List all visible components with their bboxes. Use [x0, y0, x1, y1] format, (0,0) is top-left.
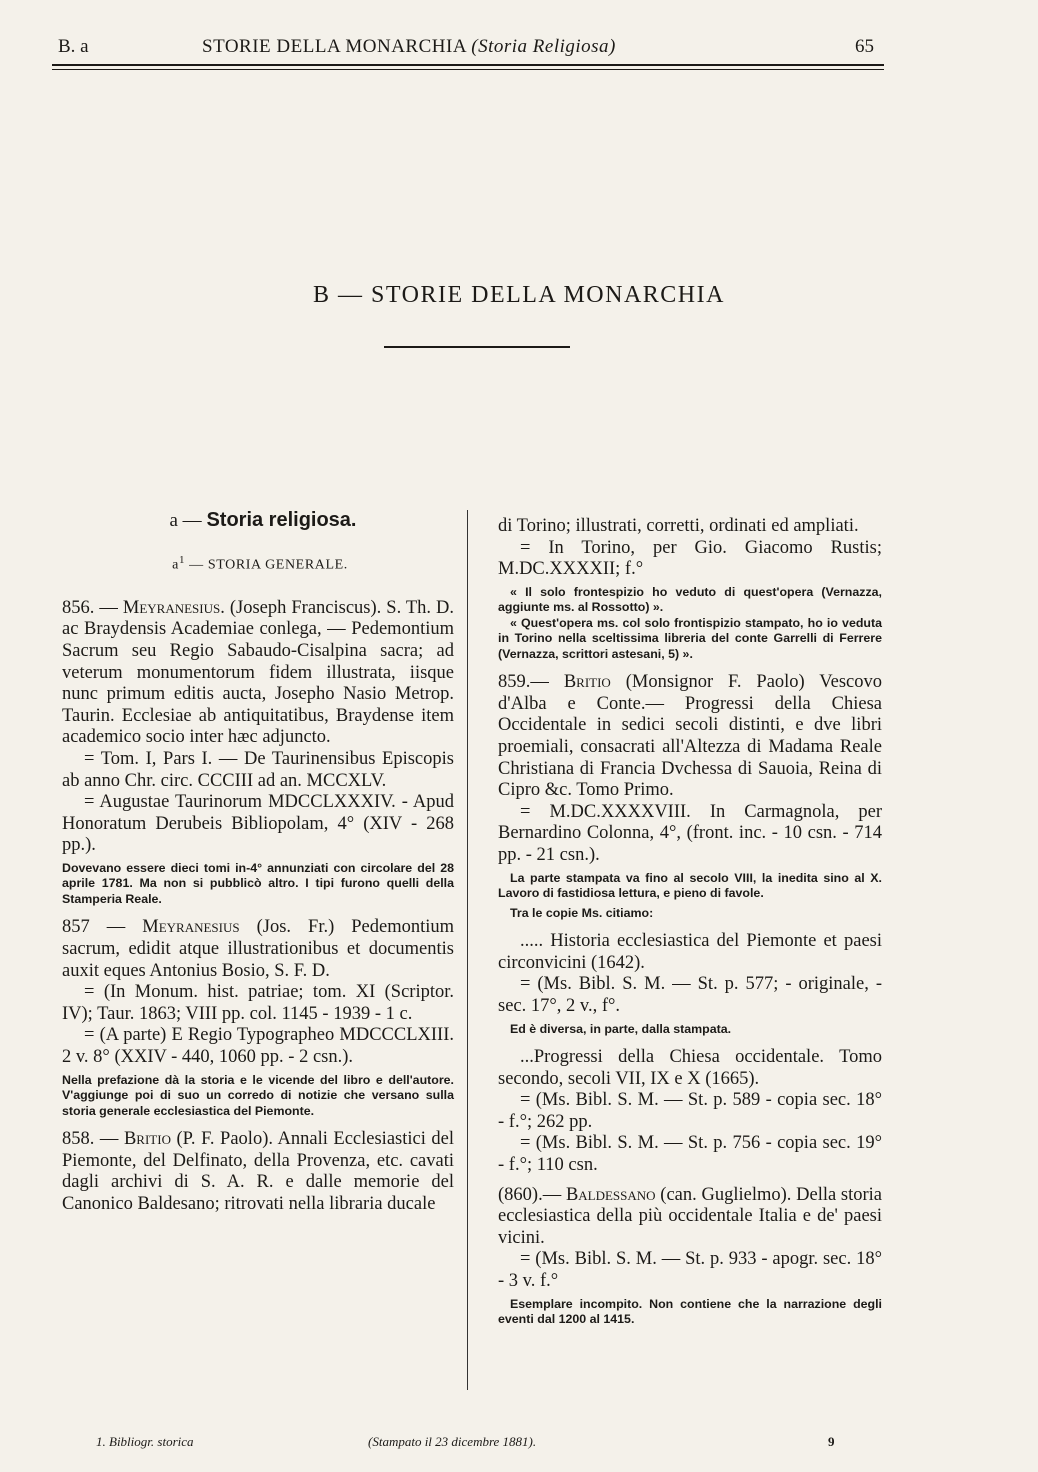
entry-858 — [62, 1129, 454, 1215]
manuscript-1-location: = (Ms. Bibl. S. M. — St. p. 577; - originale, - sec. 17°, 2 v., f°. — [498, 974, 882, 1016]
entry-856-author: Meyranesius. — [122, 597, 225, 618]
entry-859-copies-label: Tra le copie Ms. citiamo: — [510, 905, 654, 920]
entry-860-text: (can. Guglielmo). Della storia ecclesiastica della più occidentale Italia e de' paesi vicini. — [498, 1184, 883, 1248]
header-section-code: B. a — [58, 36, 89, 57]
header-subtitle: (Storia Religiosa) — [471, 36, 616, 57]
entry-857-note: Nella prefazione dà la storia e le vicende del libro e dell'autore. V'aggiunge poi di suo un corredo di notizie che versano sulla storia generale ecclesiastica del Piemonte. — [62, 1072, 454, 1118]
entry-858-text: (P. F. Paolo). Annali Ecclesiastici del Piemonte, del Delfinato, della Provenza, etc. cavati dagli archivi di S. A. R. e dalle memorie del Canonico Baldesano; ritrovati nella libraria ducale — [62, 1129, 454, 1214]
entry-856-number: 856. — — [62, 597, 118, 618]
footer-print-date: (Stampato il 23 dicembre 1881). — [368, 1434, 537, 1449]
running-header — [52, 36, 882, 66]
entry-860-note: Esemplare incompito. Non contiene che la narrazione degli eventi dal 1200 al 1415. — [498, 1296, 882, 1327]
entry-856 — [62, 598, 454, 749]
manuscript-2-title: ...Progressi della Chiesa occidentale. Tomo secondo, secoli VII, IX e X (1665). — [498, 1047, 882, 1089]
entry-856-note: Dovevano essere dieci tomi in-4° annunziati con circolare del 28 aprile 1781. Ma non si pubblicò altro. I tipi furono quelli della Stamperia Reale. — [62, 860, 454, 906]
entry-857-text: (Jos. Fr.) Pedemontium sacrum, edidit atque illustrationibus et documentis auxit eques Antonius Bosio, S. F. D. — [62, 917, 455, 981]
entry-859 — [498, 672, 882, 802]
header-rule — [52, 64, 884, 66]
manuscript-2-location-1: = (Ms. Bibl. S. M. — St. p. 589 - copia sec. 18° - f.°; 262 pp. — [498, 1090, 882, 1132]
header-rule-thin — [52, 69, 884, 70]
entry-860-number: (860).— — [498, 1184, 562, 1205]
entry-858-continued: di Torino; illustrati, corretti, ordinati ed ampliati. — [498, 516, 859, 536]
entry-860-author: Baldessano — [565, 1184, 656, 1205]
entry-859-number: 859.— — [498, 672, 549, 693]
entry-857-number: 857 — — [62, 917, 126, 938]
entry-857-imprint: = (A parte) E Regio Typographeo MDCCCLXIII. 2 v. 8° (XXIV - 440, 1060 pp. - 2 csn.). — [62, 1025, 454, 1068]
entry-859-imprint: = M.DC.XXXXVIII. In Carmagnola, per Bernardino Colonna, 4°, (front. inc. - 10 csn. - 714 pp. - 21 csn.). — [498, 801, 882, 866]
entry-859-note: La parte stampata va fino al secolo VIII, la inedita sino al X. Lavoro di fastidiosa lettura, e pieno di favole. — [498, 870, 882, 901]
entry-856-text: (Joseph Franciscus). S. Th. D. ac Braydensis Academiae conlega, — Pedemontium Sacrum seu Regio Sabaudo-Cisalpina sacra; ad veterum monumentorum fidem illustrata, iisque nunc primum editis aucta, Josepho Nasio Metrop. Taurin. Ecclesiae ab antiquitatibus, Braydense item academico socio inter hæc adjuncto. — [62, 597, 455, 748]
manuscript-1-note: Ed è diversa, in parte, dalla stampata. — [510, 1021, 732, 1036]
entry-858-number: 858. — — [62, 1129, 119, 1150]
entry-859-author: Britio — [563, 672, 611, 693]
page-footer — [0, 1434, 1038, 1454]
header-title-text: STORIE DELLA MONARCHIA — [202, 36, 466, 57]
entry-858-note-1: « Il solo frontespizio ho veduto di quest'opera (Vernazza, aggiunte ms. al Rossotto) ». — [498, 584, 882, 615]
footer-gathering-number: 9 — [828, 1434, 835, 1449]
entry-860 — [498, 1185, 882, 1250]
sub-subsection-sup: 1 — [178, 553, 186, 566]
entry-858-note-2: « Quest'opera ms. col solo frontispizio stampato, ho io veduta in Torino nella sceltissima libreria del conte Garrelli di Ferrere (Vernazza, scrittori astesani, 5) ». — [498, 615, 882, 661]
entry-856-volume: = Tom. I, Pars I. — De Taurinensibus Episcopis ab anno Chr. circ. CCCIII ad an. MCCXLV. — [62, 749, 454, 791]
section-rule — [384, 346, 570, 348]
page-number: 65 — [855, 36, 874, 57]
manuscript-1-title: ..... Historia ecclesiastica del Piemonte et paesi circonvicini (1642). — [498, 931, 882, 973]
section-title: B — STORIE DELLA MONARCHIA — [313, 282, 725, 308]
column-divider — [467, 510, 468, 1390]
entry-856-imprint: = Augustae Taurinorum MDCCLXXXIV. - Apud Honoratum Derubeis Bibliopolam, 4° (XIV - 268 pp.). — [62, 792, 454, 856]
footer-signature: 1. Bibliogr. storica — [96, 1434, 194, 1449]
entry-857-author: Meyranesius — [142, 917, 240, 938]
header-title — [202, 36, 616, 58]
entry-858-imprint: = In Torino, per Gio. Giacomo Rustis; M.DC.XXXXII; f.° — [498, 537, 882, 580]
subsection-heading — [62, 510, 454, 532]
entry-860-location: = (Ms. Bibl. S. M. — St. p. 933 - apogr. sec. 18° - 3 v. f.° — [498, 1249, 882, 1291]
right-column — [498, 516, 882, 1338]
entry-858-author: Britio — [123, 1129, 171, 1150]
sub-subsection-heading — [62, 550, 454, 576]
sub-subsection-title: — STORIA GENERALE. — [189, 557, 348, 573]
subsection-letter: a — — [169, 510, 202, 531]
manuscript-2-location-2: = (Ms. Bibl. S. M. — St. p. 756 - copia sec. 19° - f.°; 110 csn. — [498, 1133, 882, 1175]
entry-857 — [62, 917, 454, 982]
entry-859-text: (Monsignor F. Paolo) Vescovo d'Alba e Conte.— Progressi della Chiesa Occidentale in sedici secoli distinti, e dve libri proemiali, consacrati all'Altezza di Madama Reale Christiana di Francia Dvchessa di Sauoia, Reina di Cipro &c. Tomo Primo. — [498, 672, 882, 801]
left-column — [62, 510, 454, 1216]
subsection-title: Storia religiosa. — [206, 509, 357, 531]
sub-subsection-letter: a — [172, 557, 179, 573]
entry-857-series: = (In Monum. hist. patriae; tom. XI (Scriptor. IV); Taur. 1863; VIII pp. col. 1145 - 1939 - 1 c. — [62, 982, 454, 1024]
